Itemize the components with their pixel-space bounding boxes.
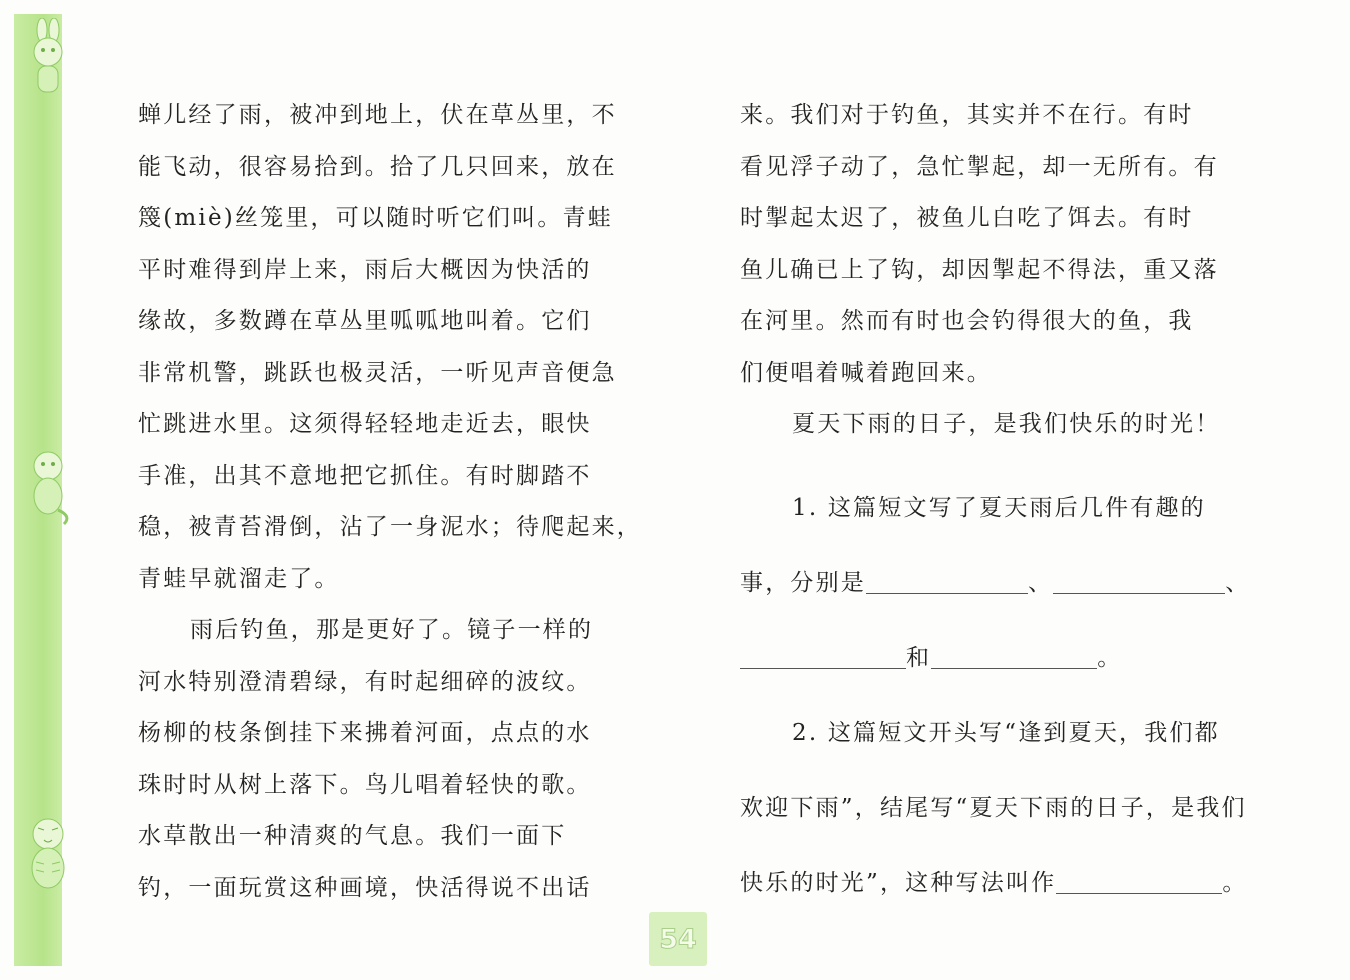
paragraph-line: 能飞动，很容易拾到。拾了几只回来，放在 bbox=[138, 153, 617, 180]
paragraph-line: 时掣起太迟了，被鱼儿白吃了饵去。有时 bbox=[740, 205, 1194, 231]
right-text-column bbox=[740, 90, 1251, 921]
separator: 、 bbox=[1225, 569, 1251, 596]
paragraph-line: 篾(miè)丝笼里，可以随时听它们叫。青蛙 bbox=[138, 205, 613, 231]
separator: 、 bbox=[1028, 569, 1054, 596]
question-1-answers bbox=[740, 546, 1251, 621]
spacer bbox=[740, 451, 1230, 471]
paragraph-line: 水草散出一种清爽的气息。我们一面下 bbox=[138, 823, 567, 849]
paragraph-line: 蝉儿经了雨，被冲到地上，伏在草丛里，不 bbox=[138, 102, 617, 128]
page-number: 54 bbox=[649, 912, 707, 966]
paragraph-line: 手准，出其不意地把它抓住。有时脚踏不 bbox=[138, 462, 592, 489]
paragraph-line: 雨后钓鱼，那是更好了。镜子一样的 bbox=[190, 617, 594, 643]
closing-line: 夏天下雨的日子，是我们快乐的时光！ bbox=[792, 411, 1221, 437]
paragraph-line: 看见浮子动了，急忙掣起，却一无所有。有 bbox=[740, 153, 1219, 180]
paragraph-line: 河水特别澄清碧绿，有时起细碎的波纹。 bbox=[138, 668, 592, 695]
paragraph-line: 平时难得到岸上来，雨后大概因为快活的 bbox=[138, 256, 592, 283]
question-2-line: 2. 这篇短文开头写“逢到夏天，我们都 bbox=[792, 719, 1220, 746]
paragraph-line: 忙跳进水里。这须得轻轻地走近去，眼快 bbox=[138, 411, 592, 437]
paragraph-line: 青蛙早就溜走了。 bbox=[138, 565, 340, 592]
rabbit-mascot-icon bbox=[14, 18, 80, 106]
answer-blank-2[interactable] bbox=[1053, 569, 1225, 594]
question-text: 事，分别是 bbox=[740, 569, 866, 596]
paragraph-line: 在河里。然而有时也会钓得很大的鱼，我 bbox=[740, 308, 1194, 334]
answer-blank-3[interactable] bbox=[740, 644, 906, 669]
answer-blank-5[interactable] bbox=[1056, 869, 1222, 894]
paragraph-line: 们便唱着喊着跑回来。 bbox=[740, 359, 992, 386]
conjunction: 和 bbox=[906, 644, 932, 671]
question-2-line: 欢迎下雨”，结尾写“夏天下雨的日子，是我们 bbox=[740, 794, 1247, 821]
answer-blank-1[interactable] bbox=[866, 569, 1028, 594]
question-1-line: 1. 这篇短文写了夏天雨后几件有趣的 bbox=[792, 494, 1206, 521]
answer-blank-4[interactable] bbox=[931, 644, 1097, 669]
paragraph-line: 杨柳的枝条倒挂下来拂着河面，点点的水 bbox=[138, 720, 592, 746]
paragraph-line: 钓，一面玩赏这种画境，快活得说不出话 bbox=[138, 874, 592, 901]
paragraph-line: 珠时时从树上落下。鸟儿唱着轻快的歌。 bbox=[138, 771, 592, 798]
left-text-column bbox=[138, 90, 642, 914]
animal-mascot-icon bbox=[14, 440, 80, 528]
paragraph-line: 非常机警，跳跃也极灵活，一听见声音便急 bbox=[138, 359, 617, 386]
question-1-answers-cont bbox=[740, 621, 1230, 696]
paragraph-line: 来。我们对于钓鱼，其实并不在行。有时 bbox=[740, 102, 1194, 128]
period: 。 bbox=[1222, 869, 1248, 896]
paragraph-line: 缘故，多数蹲在草丛里呱呱地叫着。它们 bbox=[138, 308, 592, 334]
question-2-answer bbox=[740, 846, 1248, 921]
period: 。 bbox=[1097, 644, 1123, 671]
paragraph-line: 鱼儿确已上了钩，却因掣起不得法，重又落 bbox=[740, 256, 1219, 283]
paragraph-line: 稳，被青苔滑倒，沾了一身泥水；待爬起来， bbox=[138, 514, 642, 540]
tiger-mascot-icon bbox=[14, 810, 80, 898]
question-text: 快乐的时光”，这种写法叫作 bbox=[740, 869, 1057, 896]
